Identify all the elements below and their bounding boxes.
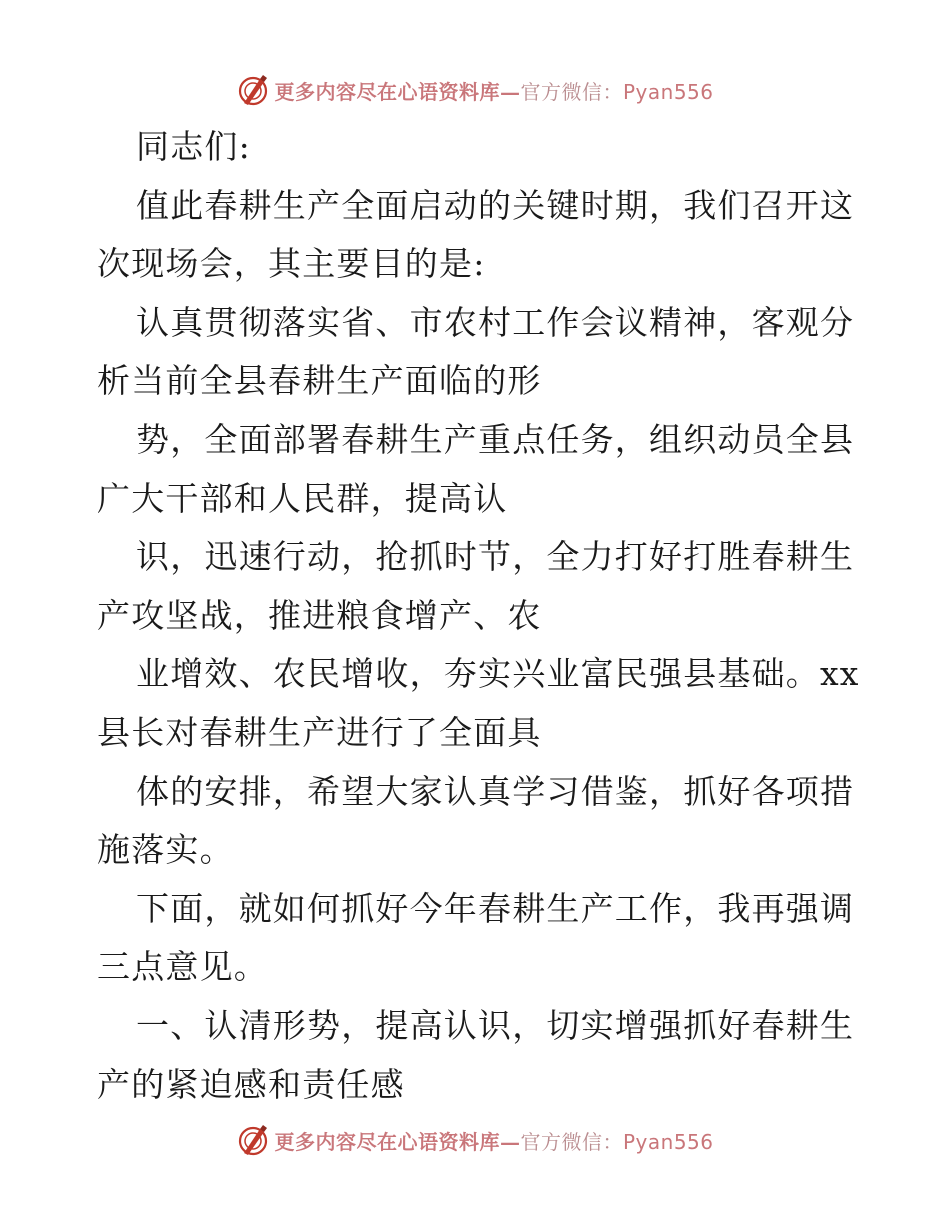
document-body — [97, 118, 860, 1114]
watermark-dash: — — [499, 79, 521, 104]
text-line: 认真贯彻落实省、市农村工作会议精神，客观分 — [136, 302, 855, 342]
text-line: 析当前全县春耕生产面临的形 — [97, 361, 542, 401]
text-line: 下面，就如何抓好今年春耕生产工作，我再强调 — [136, 888, 855, 928]
text-line: 识，迅速行动，抢抓时节，全力打好打胜春耕生 — [136, 537, 855, 577]
text-line: 体的安排，希望大家认真学习借鉴，抓好各项措 — [136, 771, 855, 811]
pen-logo-icon — [236, 73, 270, 107]
watermark-text — [274, 1126, 713, 1155]
text-line: 施落实。 — [97, 830, 234, 870]
watermark-main: 更多内容尽在心语资料库 — [274, 1129, 500, 1154]
text-line: 三点意见。 — [97, 947, 268, 987]
watermark-official: 官方微信： — [520, 79, 623, 104]
text-line: 一、认清形势，提高认识，切实增强抓好春耕生 — [136, 1005, 855, 1045]
watermark-wechat-id: Pyan556 — [622, 1129, 714, 1154]
text-line: 势，全面部署春耕生产重点任务，组织动员全县 — [136, 419, 855, 459]
text-line: 产的紧迫感和责任感 — [97, 1064, 405, 1104]
text-line: 县长对春耕生产进行了全面具 — [97, 712, 542, 752]
text-line: 业增效、农民增收，夯实兴业富民强县基础。xx — [136, 654, 860, 694]
watermark-main: 更多内容尽在心语资料库 — [274, 79, 500, 104]
text-line: 广大干部和人民群，提高认 — [97, 478, 508, 518]
text-line: 值此春耕生产全面启动的关键时期，我们召开这 — [136, 185, 855, 225]
watermark-official: 官方微信： — [520, 1129, 623, 1154]
header-watermark-banner — [0, 70, 950, 110]
watermark-dash: — — [499, 1129, 521, 1154]
text-line: 产攻坚战，推进粮食增产、农 — [97, 595, 542, 635]
footer-watermark-banner — [0, 1120, 950, 1160]
text-line: 次现场会，其主要目的是: — [97, 244, 486, 284]
text-line: 同志们: — [136, 127, 251, 166]
watermark-text — [274, 76, 713, 105]
watermark-wechat-id: Pyan556 — [622, 79, 714, 104]
pen-logo-icon — [236, 1123, 270, 1157]
